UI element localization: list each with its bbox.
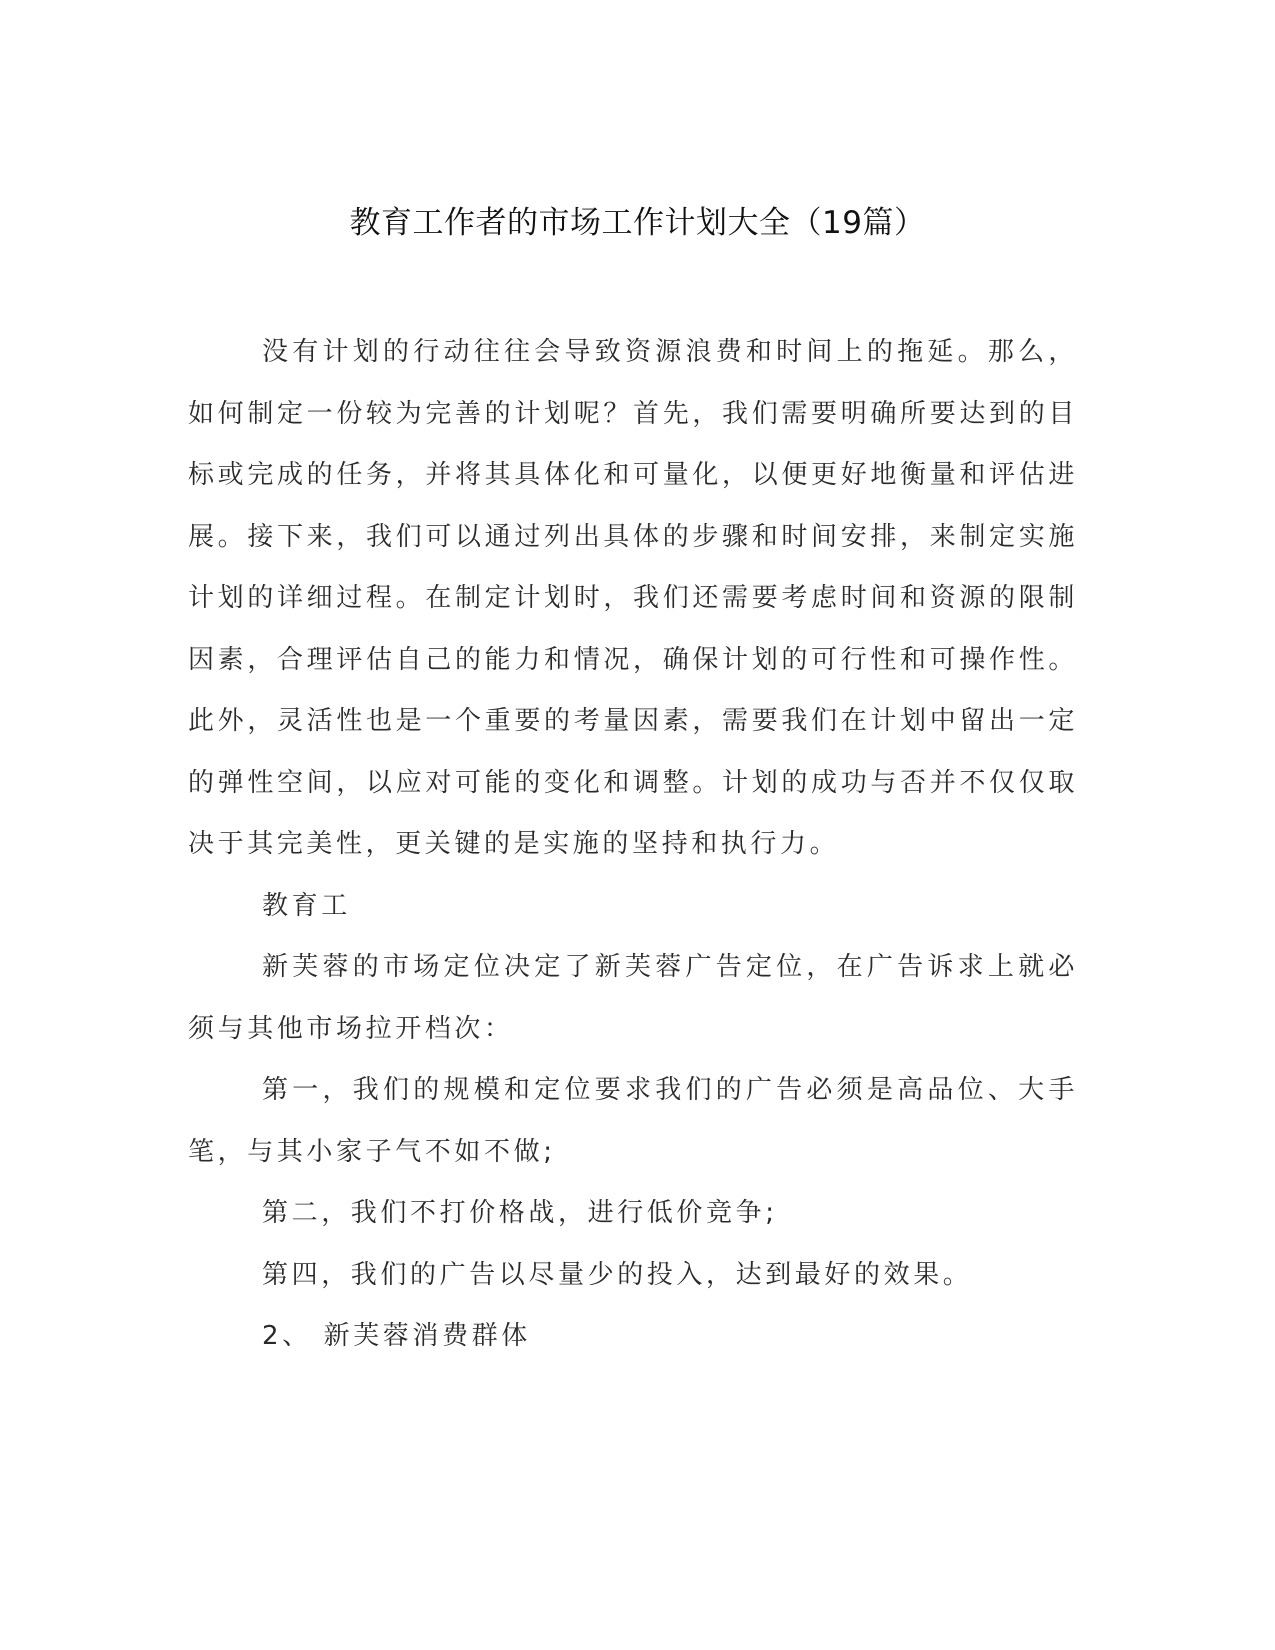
- paragraph-positioning: 新芙蓉的市场定位决定了新芙蓉广告定位，在广告诉求上就必须与其他市场拉开档次：: [188, 952, 1078, 1044]
- document-title: 教育工作者的市场工作计划大全（19篇）: [349, 205, 926, 241]
- paragraph-heading-fragment: 教育工: [262, 890, 351, 921]
- paragraph-point-four: 第四，我们的广告以尽量少的投入，达到最好的效果。: [262, 1259, 973, 1290]
- paragraph-intro: 没有计划的行动往往会导致资源浪费和时间上的拖延。那么，如何制定一份较为完善的计划呢？首先，我们需要明确所要达到的目标或完成的任务，并将其具体化和可量化，以便更好地衡量和评估进展。接下来，我们可以通过列出具体的步骤和时间安排，来制定实施计划的详细过程。在制定计划时，我们还需要考虑时间和资源的限制因素，合理评估自己的能力和情况，确保计划的可行性和可操作性。此外，灵活性也是一个重要的考量因素，需要我们在计划中留出一定的弹性空间，以应对可能的变化和调整。计划的成功与否并不仅仅取决于其完美性，更关键的是实施的坚持和执行力。: [188, 337, 1078, 859]
- document-body: [188, 322, 1078, 1368]
- section-heading-consumers: 2、 新芙蓉消费群体: [262, 1321, 531, 1351]
- paragraph-point-one: 第一，我们的规模和定位要求我们的广告必须是高品位、大手笔，与其小家子气不如不做;: [188, 1075, 1078, 1167]
- paragraph-point-two: 第二，我们不打价格战，进行低价竞争;: [262, 1198, 778, 1228]
